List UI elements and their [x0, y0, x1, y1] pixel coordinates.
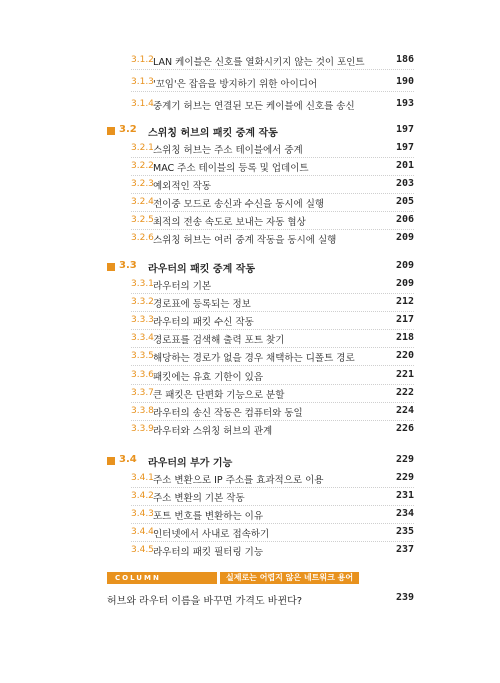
entry-title: 스위칭 허브는 주소 테이블에서 중계	[153, 145, 303, 156]
page-number: 190	[395, 76, 414, 87]
section-number: 3.4.1	[131, 473, 154, 483]
entry-title: 스위칭 허브는 여러 중계 작동을 동시에 실행	[153, 235, 337, 246]
page-number: 217	[395, 314, 414, 325]
section-number: 3.3.1	[131, 279, 154, 289]
page-number: 222	[395, 387, 414, 398]
page-number: 235	[395, 526, 414, 537]
section-number: 3.3.2	[131, 297, 154, 307]
toc-entry-3-4-3[interactable]	[0, 506, 500, 524]
entry-title: 라우터와 스위칭 허브의 관계	[153, 426, 273, 437]
page-number: 239	[395, 592, 414, 603]
page-number: 203	[395, 178, 414, 189]
page-number: 197	[395, 124, 414, 135]
page-number: 206	[395, 214, 414, 225]
toc-entry-3-4-1[interactable]	[0, 470, 500, 488]
toc-entry-3-2-4[interactable]	[0, 194, 500, 212]
section-number: 3.4.4	[131, 527, 154, 537]
page-number: 231	[395, 490, 414, 501]
divider	[131, 91, 414, 92]
section-number: 3.4.2	[131, 491, 154, 501]
section-number: 3.2	[119, 124, 137, 135]
entry-title: 중계기 허브는 연결된 모든 케이블에 신호를 송신	[153, 101, 355, 112]
page-number: 201	[395, 160, 414, 171]
divider	[131, 69, 414, 70]
page-number: 205	[395, 196, 414, 207]
entry-title: '꼬임'은 잡음을 방지하기 위한 아이디어	[153, 79, 318, 90]
page-number: 234	[395, 508, 414, 519]
toc-entry-3-2-5[interactable]	[0, 212, 500, 230]
section-marker-icon	[107, 127, 115, 135]
section-number: 3.3.7	[131, 388, 154, 398]
page-number: 229	[395, 454, 414, 465]
toc-entry-3-1-4[interactable]	[0, 96, 500, 114]
toc-entry-3-3-9[interactable]	[0, 421, 500, 439]
section-title: 라우터의 부가 기능	[148, 458, 233, 469]
section-number: 3.3.9	[131, 424, 154, 434]
entry-title: 라우터의 패킷 수신 작동	[153, 317, 254, 328]
section-number: 3.2.3	[131, 179, 154, 189]
toc-entry-3-2-6[interactable]	[0, 230, 500, 248]
page-number: 221	[395, 369, 414, 380]
column-tag: COLUMN	[107, 572, 217, 584]
page-number: 193	[395, 98, 414, 109]
section-number: 3.4.5	[131, 545, 154, 555]
section-number: 3.4.3	[131, 509, 154, 519]
page-number: 197	[395, 142, 414, 153]
entry-title: 주소 변환의 기본 작동	[153, 493, 245, 504]
entry-title: 주소 변환으로 IP 주소를 효과적으로 이용	[153, 475, 324, 486]
section-number: 3.3.5	[131, 351, 154, 361]
toc-entry-3-4-4[interactable]	[0, 524, 500, 542]
section-number: 3.3	[119, 260, 137, 271]
entry-title: 큰 패킷은 단편화 기능으로 분할	[153, 390, 285, 401]
section-number: 3.1.3	[131, 77, 154, 87]
entry-title: 전이중 모드로 송신과 수신을 동시에 실행	[153, 199, 325, 210]
entry-title: 경로표를 검색해 출력 포트 찾기	[153, 335, 285, 346]
entry-title: 패킷에는 유효 기한이 있음	[153, 372, 264, 383]
page-number: 209	[395, 232, 414, 243]
toc-entry-3-2-2[interactable]	[0, 158, 500, 176]
toc-entry-3-1-2[interactable]	[0, 52, 500, 70]
section-number: 3.2.2	[131, 161, 154, 171]
entry-title: 해당하는 경로가 없을 경우 채택하는 디폴트 경로	[153, 353, 355, 364]
toc-entry-3-4-5[interactable]	[0, 542, 500, 560]
toc-column-entry[interactable]	[0, 590, 500, 608]
toc-entry-3-3-8[interactable]	[0, 403, 500, 421]
page-number: 220	[395, 350, 414, 361]
entry-title: LAN 케이블은 신호를 열화시키지 않는 것이 포인트	[153, 57, 365, 68]
entry-title: MAC 주소 테이블의 등록 및 업데이트	[153, 163, 309, 174]
entry-title: 인터넷에서 사내로 접속하기	[153, 529, 270, 540]
page-number: 224	[395, 405, 414, 416]
page-number: 226	[395, 423, 414, 434]
section-number: 3.3.4	[131, 333, 154, 343]
entry-title: 포트 번호를 변환하는 이유	[153, 511, 264, 522]
section-number: 3.1.2	[131, 55, 154, 65]
toc-section-3-2[interactable]	[0, 122, 500, 140]
toc-entry-3-2-3[interactable]	[0, 176, 500, 194]
toc-entry-3-3-7[interactable]	[0, 385, 500, 403]
section-marker-icon	[107, 457, 115, 465]
section-number: 3.2.5	[131, 215, 154, 225]
page-number: 212	[395, 296, 414, 307]
toc-entry-3-3-3[interactable]	[0, 312, 500, 330]
section-number: 3.2.6	[131, 233, 154, 243]
section-title: 스위칭 허브의 패킷 중계 작동	[148, 128, 278, 139]
section-number: 3.1.4	[131, 99, 154, 109]
section-marker-icon	[107, 263, 115, 271]
entry-title: 라우터의 송신 작동은 컴퓨터와 동일	[153, 408, 303, 419]
page-number: 237	[395, 544, 414, 555]
page-number: 209	[395, 278, 414, 289]
toc-entry-3-1-3[interactable]	[0, 74, 500, 92]
section-number: 3.2.1	[131, 143, 154, 153]
divider	[131, 365, 414, 366]
page-number: 186	[395, 54, 414, 65]
entry-title: 경로표에 등록되는 정보	[153, 299, 251, 310]
entry-title: 최적의 전송 속도로 보내는 자동 협상	[153, 217, 306, 228]
column-title: 허브와 라우터 이름을 바꾸면 가격도 바뀐다?	[107, 596, 303, 607]
page-number: 218	[395, 332, 414, 343]
page-number: 209	[395, 260, 414, 271]
toc-entry-3-3-1[interactable]	[0, 276, 500, 294]
section-title: 라우터의 패킷 중계 작동	[148, 264, 256, 275]
toc-entry-3-3-4[interactable]	[0, 330, 500, 348]
entry-title: 예외적인 작동	[153, 181, 212, 192]
toc-entry-3-3-2[interactable]	[0, 294, 500, 312]
section-number: 3.3.8	[131, 406, 154, 416]
section-number: 3.3.6	[131, 370, 154, 380]
toc-entry-3-3-5[interactable]	[0, 348, 500, 366]
page-number: 229	[395, 472, 414, 483]
section-number: 3.4	[119, 454, 137, 465]
section-number: 3.2.4	[131, 197, 154, 207]
toc-section-3-4[interactable]	[0, 452, 500, 470]
column-heading: 실제로는 어렵지 않은 네트워크 용어	[220, 572, 359, 584]
toc-section-3-3[interactable]	[0, 258, 500, 276]
entry-title: 라우터의 패킷 필터링 기능	[153, 547, 264, 558]
toc-entry-3-4-2[interactable]	[0, 488, 500, 506]
entry-title: 라우터의 기본	[153, 281, 212, 292]
toc-entry-3-2-1[interactable]	[0, 140, 500, 158]
toc-entry-3-3-6[interactable]	[0, 367, 500, 385]
section-number: 3.3.3	[131, 315, 154, 325]
